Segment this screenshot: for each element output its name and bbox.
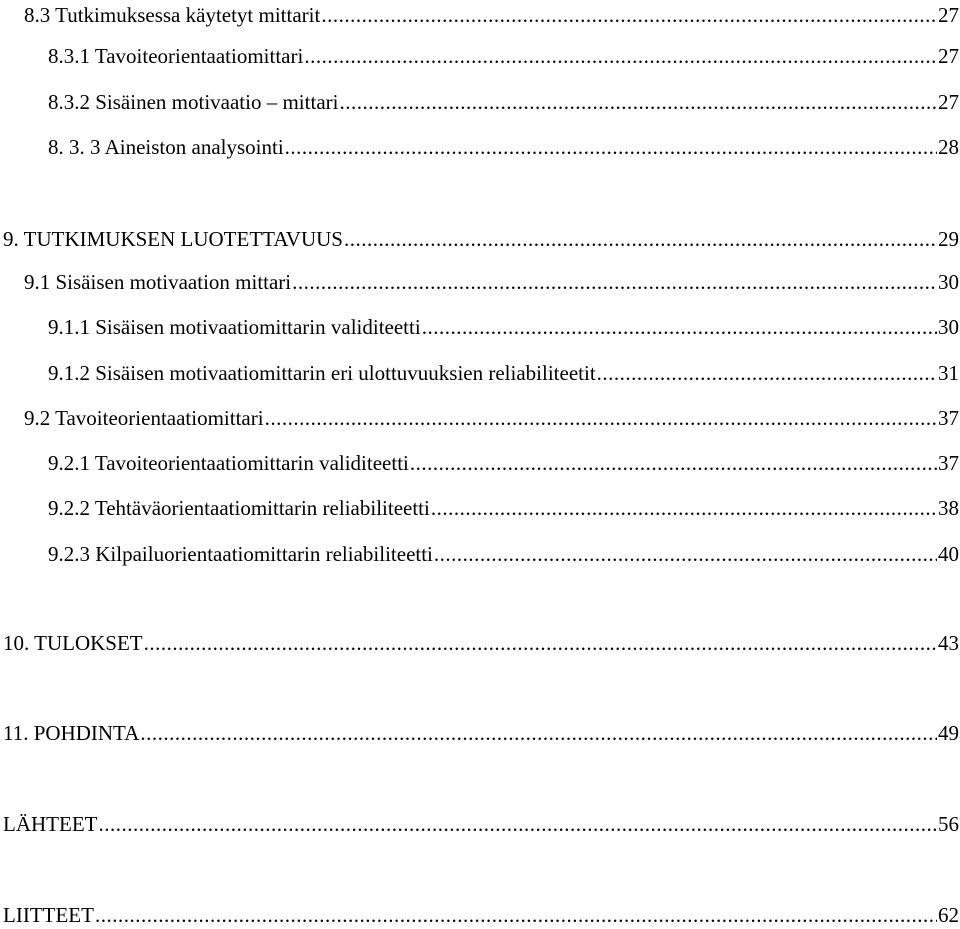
toc-entry-10[interactable] <box>3 629 960 657</box>
toc-entry-9-2-1[interactable] <box>48 449 960 477</box>
toc-entry-9-2-3[interactable] <box>48 540 960 568</box>
toc-entry-9-2[interactable] <box>24 404 960 432</box>
toc-entry-label: 9.2.2 Tehtäväorientaatiomittarin reliabiliteetti <box>48 496 430 520</box>
dot-leader <box>321 1 937 29</box>
toc-entry-page: 30 <box>938 315 959 339</box>
dot-leader <box>285 133 937 161</box>
toc-entry-8-3[interactable] <box>24 1 960 29</box>
toc-entry-page: 43 <box>938 631 959 655</box>
toc-entry-label: LÄHTEET <box>3 812 98 836</box>
toc-entry-label: 11. POHDINTA <box>3 721 140 745</box>
dot-leader <box>422 313 937 341</box>
toc-entry-label: 9.1 Sisäisen motivaation mittari <box>24 270 292 294</box>
toc-entry-8-3-3[interactable] <box>48 133 960 161</box>
dot-leader <box>304 42 937 70</box>
toc-entry-label: 9. TUTKIMUKSEN LUOTETTAVUUS <box>3 227 343 251</box>
toc-entry-liitteet[interactable] <box>3 901 960 929</box>
toc-entry-page: 62 <box>938 903 959 927</box>
toc-entry-page: 37 <box>938 406 959 430</box>
toc-entry-page: 27 <box>938 90 959 114</box>
toc-entry-page: 31 <box>938 361 959 385</box>
toc-entry-9-1-2[interactable] <box>48 359 960 387</box>
toc-entry-page: 27 <box>938 44 959 68</box>
toc-entry-page: 49 <box>938 721 959 745</box>
toc-entry-8-3-1[interactable] <box>48 42 960 70</box>
dot-leader <box>434 540 937 568</box>
toc-entry-label: 8. 3. 3 Aineiston analysointi <box>48 135 284 159</box>
toc-entry-label: 8.3.1 Tavoiteorientaatiomittari <box>48 44 304 68</box>
toc-entry-label: LIITTEET <box>3 903 94 927</box>
toc-entry-label: 10. TULOKSET <box>3 631 143 655</box>
toc-entry-page: 40 <box>938 542 959 566</box>
toc-entry-label: 9.1.1 Sisäisen motivaatiomittarin validiteetti <box>48 315 421 339</box>
dot-leader <box>144 629 937 657</box>
toc-entry-label: 9.2.1 Tavoiteorientaatiomittarin validiteetti <box>48 451 409 475</box>
toc-entry-label: 8.3.2 Sisäinen motivaatio – mittari <box>48 90 339 114</box>
toc-entry-9[interactable] <box>3 225 960 253</box>
toc-entry-11[interactable] <box>3 719 960 747</box>
toc-entry-9-1[interactable] <box>24 268 960 296</box>
dot-leader <box>140 719 937 747</box>
dot-leader <box>339 88 937 116</box>
toc-entry-page: 27 <box>938 3 959 27</box>
dot-leader <box>431 494 937 522</box>
dot-leader <box>597 359 937 387</box>
toc-entry-9-2-2[interactable] <box>48 494 960 522</box>
toc-entry-page: 37 <box>938 451 959 475</box>
toc-entry-label: 9.2.3 Kilpailuorientaatiomittarin reliabiliteetti <box>48 542 433 566</box>
dot-leader <box>344 225 937 253</box>
toc-entry-8-3-2[interactable] <box>48 88 960 116</box>
toc-entry-page: 56 <box>938 812 959 836</box>
dot-leader <box>95 901 937 929</box>
dot-leader <box>410 449 937 477</box>
toc-entry-label: 9.1.2 Sisäisen motivaatiomittarin eri ulottuvuuksien reliabiliteetit <box>48 361 596 385</box>
toc-entry-label: 9.2 Tavoiteorientaatiomittari <box>24 406 264 430</box>
toc-entry-page: 28 <box>938 135 959 159</box>
toc-entry-lahteet[interactable] <box>3 810 960 838</box>
toc-entry-page: 30 <box>938 270 959 294</box>
dot-leader <box>292 268 937 296</box>
toc-entry-page: 29 <box>938 227 959 251</box>
toc-entry-page: 38 <box>938 496 959 520</box>
toc-entry-label: 8.3 Tutkimuksessa käytetyt mittarit <box>24 3 321 27</box>
dot-leader <box>265 404 937 432</box>
toc-entry-9-1-1[interactable] <box>48 313 960 341</box>
dot-leader <box>98 810 937 838</box>
